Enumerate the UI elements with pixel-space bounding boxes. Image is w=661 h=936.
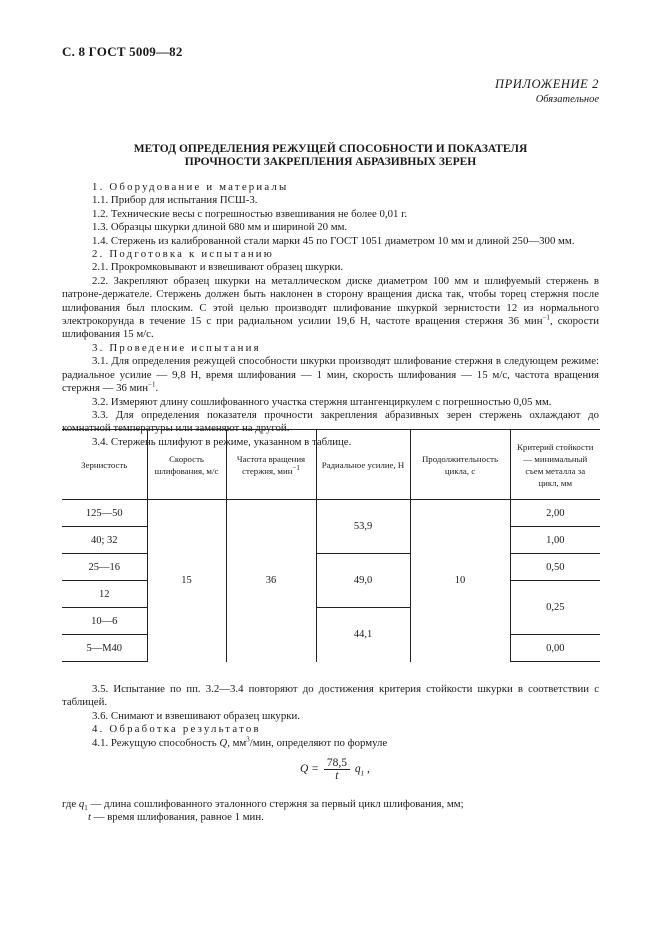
criterion-cell: 0,50 <box>510 554 600 581</box>
where-label: где <box>62 798 77 810</box>
criterion-cell: 1,00 <box>510 527 600 554</box>
min-exponent: −1 <box>542 313 550 322</box>
definition-q1-text: — длина сошлифованного эталонного стержня за первый цикл шлифования, мм; <box>87 798 464 810</box>
paragraph-2-2 <box>62 275 599 342</box>
formula-denominator: t <box>335 770 339 782</box>
header-rotation-text: Частота вращения стержня, мин <box>236 453 306 476</box>
formula-q: q <box>354 763 361 776</box>
paragraph-1-2: 1.2. Технические весы с погрешностью взвешивания не более 0,01 г. <box>92 207 408 220</box>
grit-cell: 10—6 <box>62 608 147 635</box>
formula-tail: , <box>364 763 370 776</box>
force-cell: 49,0 <box>316 554 410 608</box>
header-speed: Скорость шлифования, м/с <box>147 430 226 500</box>
unit-exponent: 3 <box>246 735 250 744</box>
grit-cell: 40; 32 <box>62 527 147 554</box>
header-duration: Продолжительность цикла, с <box>410 430 510 500</box>
header-force: Радиальное усилие, Н <box>316 430 410 500</box>
force-cell: 53,9 <box>316 500 410 554</box>
formula <box>300 757 370 782</box>
section-heading-3: 3. Проведение испытания <box>92 341 261 354</box>
table-header-row <box>62 430 600 500</box>
min-exponent: −1 <box>292 463 300 472</box>
definition-t <box>62 811 599 824</box>
document-title-line1: МЕТОД ОПРЕДЕЛЕНИЯ РЕЖУЩЕЙ СПОСОБНОСТИ И ПОКАЗАТЕЛЯ <box>133 143 528 155</box>
speed-cell: 15 <box>147 500 226 662</box>
criterion-cell: 0,25 <box>510 581 600 635</box>
paragraph-1-3: 1.3. Образцы шкурки длиной 680 мм и шириной 20 мм. <box>92 221 348 234</box>
paragraph-2-2-text: 2.2. Закрепляют образец шкурки на металлическом диске диаметром 100 мм и шлифуемый стержень в патроне-держателе. Стержень должен быть наклонен в сторону вращения диска так, чтобы торец стержня после шлифования был плоским. С этой целью производят шлифование шкуркой зернистости 12 из нормального электрокорунда в течение 15 с при радиальном усилии 19,6 Н, частоте вращения стержня 36 мин <box>62 274 599 328</box>
min-exponent: −1 <box>148 380 156 389</box>
paragraph-2-2-end: , скорости шлифования 15 м/с. <box>62 315 600 341</box>
section-heading-2: 2. Подготовка к испытанию <box>92 248 275 261</box>
paragraph-3-6: 3.6. Снимают и взвешивают образец шкурки. <box>92 709 300 722</box>
document-title <box>62 143 599 169</box>
grit-cell: 5—М40 <box>62 635 147 662</box>
duration-cell: 10 <box>410 500 510 662</box>
criterion-cell: 2,00 <box>510 500 600 527</box>
header-criterion: Критерий стойкости — минимальный съем металла за цикл, мм <box>510 430 600 500</box>
grit-cell: 125—50 <box>85 507 123 519</box>
symbol-q: Q <box>219 736 228 749</box>
paragraph-3-4: 3.4. Стержень шлифуют в режиме, указанном в таблице. <box>92 435 352 448</box>
paragraph-3-1-text: 3.1. Для определения режущей способности шкурки производят шлифование стержня в следующем режиме: радиальное усилие — 9,8 Н, время шлифования — 1 мин, скорость шлифования — 15 м/с, частота вращения стержня — 36 мин <box>62 355 599 395</box>
paragraph-4-1-post: /мин, определяют по формуле <box>249 736 388 749</box>
table-row <box>62 500 600 527</box>
grit-cell: 25—16 <box>62 554 147 581</box>
paragraph-3-2: 3.2. Измеряют длину сошлифованного участка стержня штангенциркулем с погрешностью 0,05 мм. <box>92 395 552 408</box>
force-cell: 44,1 <box>316 608 410 662</box>
after-table-text <box>62 683 599 750</box>
paragraph-4-1-pre: 4.1. Режущую способность <box>92 736 217 749</box>
section-heading-4: 4. Обработка результатов <box>92 723 261 736</box>
section-heading-1: 1. Оборудование и материалы <box>92 181 289 193</box>
paragraph-2-1: 2.1. Прокромковывают и взвешивают образец шкурки. <box>92 261 344 274</box>
definition-q1 <box>62 798 599 811</box>
paragraph-1-1: 1.1. Прибор для испытания ПСШ-3. <box>92 194 258 207</box>
definition-t-text: — время шлифования, равное 1 мин. <box>91 811 264 824</box>
table-row <box>62 554 600 581</box>
symbol-q1: q <box>78 798 85 810</box>
symbol-t: t <box>88 811 91 824</box>
appendix-block <box>495 77 599 105</box>
formula-fraction <box>324 757 350 782</box>
symbol-q1-sub: 1 <box>84 804 88 813</box>
paragraph-4-1-unit: , мм <box>227 736 247 749</box>
paragraph-4-1 <box>62 737 599 750</box>
rotation-cell: 36 <box>226 500 316 662</box>
document-title-line2: ПРОЧНОСТИ ЗАКРЕПЛЕНИЯ АБРАЗИВНЫХ ЗЕРЕН <box>184 156 477 168</box>
paragraph-3-5: 3.5. Испытание по пп. 3.2—3.4 повторяют до достижения критерия стойкости шкурки в соответствии с таблицей. <box>62 683 599 709</box>
formula-numerator: 78,5 <box>324 757 350 770</box>
header-grit: Зернистость <box>62 430 147 500</box>
document-body <box>62 181 599 449</box>
page-header: С. 8 ГОСТ 5009—82 <box>62 44 183 59</box>
paragraph-3-1-end: . <box>155 382 159 395</box>
paragraph-3-1 <box>62 355 599 395</box>
criterion-cell: 0,00 <box>510 635 600 662</box>
formula-lhs: Q = <box>300 763 319 776</box>
paragraph-3-3: 3.3. Для определения показателя прочности закрепления абразивных зерен стержень охлаждают до комнатной температуры или заменяют на другой. <box>62 408 599 435</box>
header-rotation <box>226 430 316 500</box>
paragraph-1-4: 1.4. Стержень из калиброванной стали марки 45 по ГОСТ 1051 диаметром 10 мм и длиной 250—300 мм. <box>92 234 575 247</box>
definitions <box>62 798 599 825</box>
appendix-title: ПРИЛОЖЕНИЕ 2 <box>494 77 599 91</box>
appendix-status: Обязательное <box>535 94 599 105</box>
formula-q-sub: 1 <box>360 769 365 778</box>
grinding-mode-table <box>62 429 600 662</box>
grit-cell: 12 <box>62 581 147 608</box>
